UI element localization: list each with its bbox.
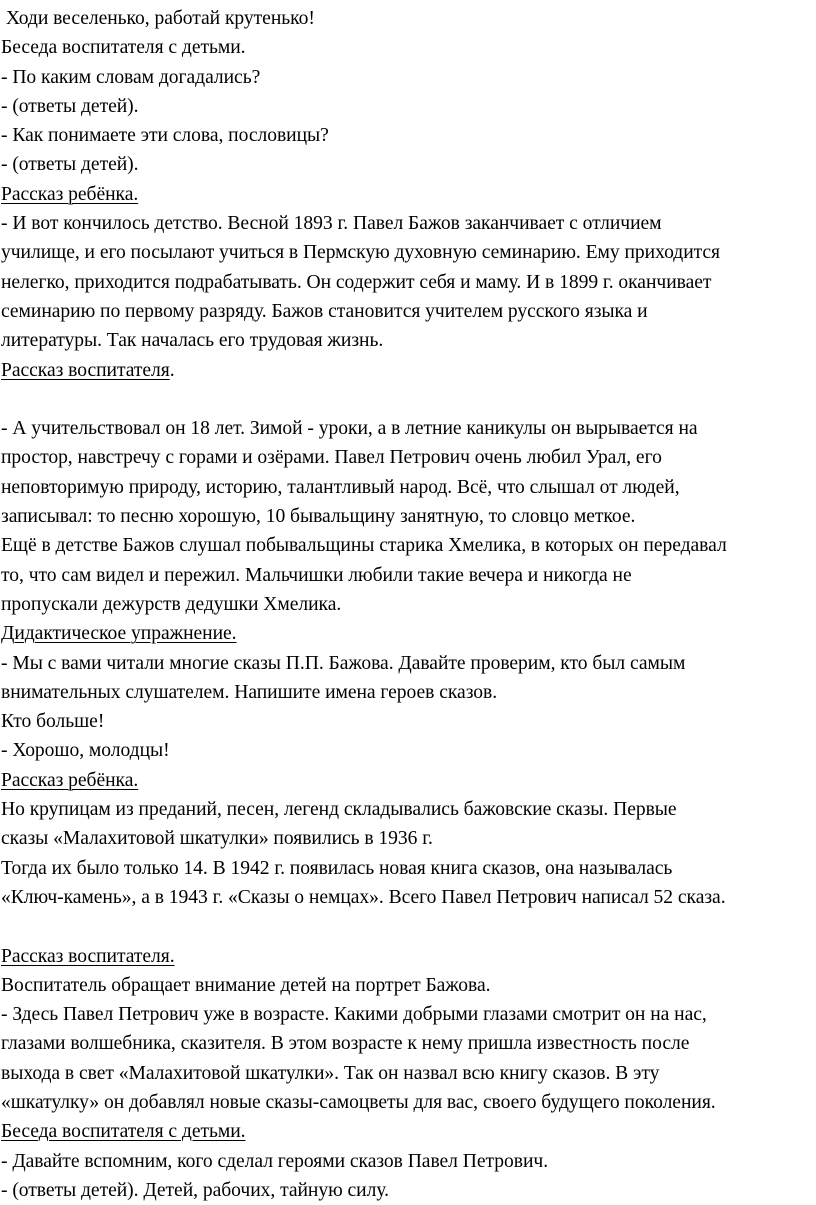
- paragraph-line: внимательных слушателем. Напишите имена героев сказов.: [1, 681, 498, 703]
- paragraph-line: выхода в свет «Малахитовой шкатулки». Так он назвал всю книгу сказов. В эту: [1, 1062, 660, 1084]
- section-heading-text: Беседа воспитателя с детьми.: [1, 1121, 246, 1143]
- paragraph-line: литературы. Так началась его трудовая жизнь.: [1, 330, 384, 352]
- paragraph-line: «Ключ-камень», а в 1943 г. «Сказы о немцах». Всего Павел Петрович написал 52 сказа.: [1, 886, 726, 908]
- paragraph-line: - Как понимаете эти слова, пословицы?: [1, 125, 329, 147]
- paragraph-line: Воспитатель обращает внимание детей на портрет Бажова.: [1, 974, 491, 996]
- paragraph-line: Кто больше!: [1, 711, 105, 733]
- section-heading: [1, 1117, 816, 1146]
- paragraph-line: училище, и его посылают учиться в Пермскую духовную семинарию. Ему приходится: [1, 242, 720, 264]
- section-heading-text: Рассказ воспитателя.: [1, 945, 175, 967]
- paragraph-line: Но крупицам из преданий, песен, легенд складывались бажовские сказы. Первые: [1, 799, 677, 821]
- section-heading-suffix: .: [169, 359, 175, 381]
- paragraph-line: то, что сам видел и пережил. Мальчишки любили такие вечера и никогда не: [1, 564, 632, 586]
- blank-line: [1, 912, 816, 941]
- paragraph-line: Тогда их было только 14. В 1942 г. появилась новая книга сказов, она называлась: [1, 857, 673, 879]
- paragraph-line: - Хорошо, молодцы!: [1, 740, 170, 762]
- paragraph-line: Ещё в детстве Бажов слушал побывальщины старика Хмелика, в которых он передавал: [1, 535, 727, 557]
- paragraph-line: «шкатулку» он добавлял новые сказы-самоцветы для вас, своего будущего поколения.: [1, 1091, 716, 1113]
- section-heading-text: Рассказ ребёнка.: [1, 183, 139, 205]
- paragraph-line: пропускали дежурств дедушки Хмелика.: [1, 593, 342, 615]
- paragraph-line: Беседа воспитателя с детьми.: [1, 37, 246, 59]
- paragraph-line: записывал: то песню хорошую, 10 бывальщину занятную, то словцо меткое.: [1, 506, 636, 528]
- paragraph-line: глазами волшебника, сказителя. В этом возрасте к нему пришла известность после: [1, 1033, 690, 1055]
- paragraph-line: - Здесь Павел Петрович уже в возрасте. Какими добрыми глазами смотрит он на нас,: [1, 1004, 707, 1026]
- paragraph-line: неповторимую природу, историю, талантливый народ. Всё, что слышал от людей,: [1, 476, 680, 498]
- section-heading: [1, 180, 816, 209]
- section-heading-text: Рассказ воспитателя: [1, 359, 170, 381]
- paragraph-line: Ходи веселенько, работай крутенько!: [1, 8, 315, 29]
- paragraph-line: - Давайте вспомним, кого сделал героями сказов Павел Петрович.: [1, 1150, 549, 1172]
- paragraph-line: - (ответы детей).: [1, 95, 139, 117]
- paragraph-line: нелегко, приходится подрабатывать. Он содержит себя и маму. И в 1899 г. оканчивает: [1, 271, 712, 293]
- section-heading-text: Рассказ ребёнка.: [1, 769, 139, 791]
- paragraph-line: - А учительствовал он 18 лет. Зимой - уроки, а в летние каникулы он вырывается на: [1, 418, 698, 440]
- paragraph-line: - Мы с вами читали многие сказы П.П. Бажова. Давайте проверим, кто был самым: [1, 652, 686, 674]
- paragraph-line: семинарию по первому разряду. Бажов становится учителем русского языка и: [1, 300, 648, 322]
- paragraph-line: - По каким словам догадались?: [1, 66, 261, 88]
- section-heading: [1, 942, 816, 971]
- section-heading: [1, 619, 816, 648]
- paragraph-line: - И вот кончилось детство. Весной 1893 г. Павел Бажов заканчивает с отличием: [1, 213, 662, 235]
- section-heading: [1, 766, 816, 795]
- paragraph-line: сказы «Малахитовой шкатулки» появились в 1936 г.: [1, 828, 433, 850]
- paragraph-line: простор, навстречу с горами и озёрами. Павел Петрович очень любил Урал, его: [1, 447, 662, 469]
- section-heading-text: Дидактическое упражнение.: [1, 623, 237, 645]
- paragraph-line: - (ответы детей). Детей, рабочих, тайную силу.: [1, 1179, 389, 1201]
- paragraph-line: - (ответы детей).: [1, 154, 139, 176]
- section-heading: [1, 356, 816, 385]
- blank-line: [1, 385, 816, 414]
